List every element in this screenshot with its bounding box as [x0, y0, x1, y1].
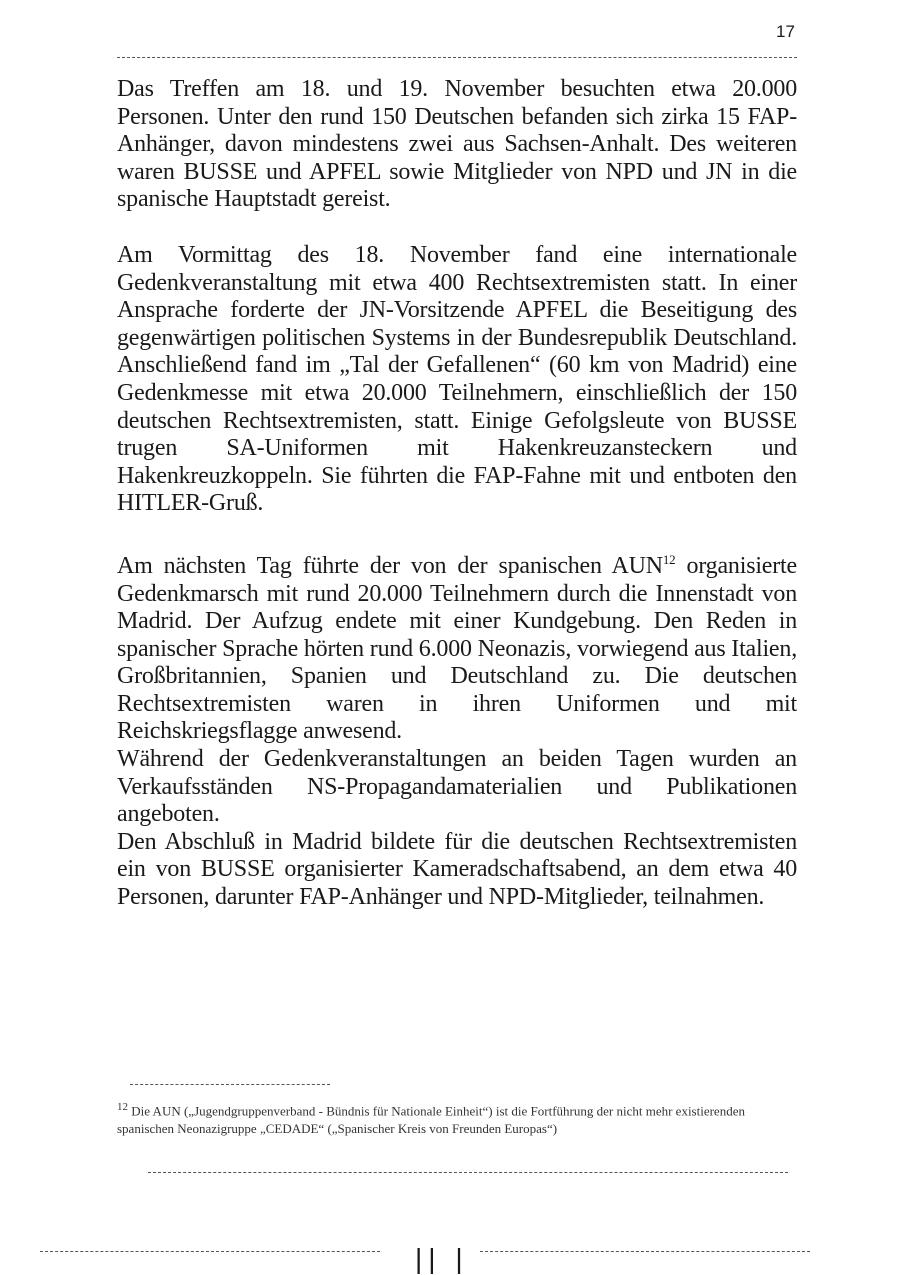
paragraph-3 — [117, 546, 797, 746]
footnote — [117, 1098, 797, 1138]
paragraph-4: Während der Gedenkveranstaltungen an beiden Tagen wurden an Verkaufsständen NS-Propagandamaterialien und Publikationen angeboten. — [117, 746, 797, 828]
footnote-separator — [130, 1084, 330, 1085]
body-text — [117, 76, 797, 912]
footnote-text: Die AUN („Jugendgruppenverband - Bündnis für Nationale Einheit“) ist die Fortführung der nicht mehr existierenden spanischen Neonazigruppe „CEDADE“ („Spanischer Kreis von Freunden Europas“) — [117, 1103, 745, 1137]
paragraph-3-start: Am nächsten Tag führte der von der spanischen AUN — [117, 552, 663, 579]
page-number: 17 — [776, 22, 795, 41]
paragraph-gap — [117, 214, 797, 242]
footer-rule — [148, 1172, 788, 1173]
paragraph-2: Am Vormittag des 18. November fand eine internationale Gedenkveranstaltung mit etwa 400 Rechtsextremisten statt. In einer Ansprache forderte der JN-Vorsitzende APFEL die Beseitigung des gegenwärtigen politischen Systems in der Bundesrepublik Deutschland. Anschließend fand im „Tal der Gefallenen“ (60 km von Madrid) eine Gedenkmesse mit etwa 20.000 Teilnehmern, einschließlich der 150 deutschen Rechtsextremisten, statt. Einige Gefolgsleute von BUSSE trugen SA-Uniformen mit Hakenkreuzansteckern und Hakenkreuzkoppeln. Sie führten die FAP-Fahne mit und entboten den HITLER-Gruß. — [117, 241, 797, 517]
paragraph-5: Den Abschluß in Madrid bildete für die deutschen Rechtsextremisten ein von BUSSE organisierter Kameradschaftsabend, an dem etwa 40 Personen, darunter FAP-Anhänger und NPD-Mitglieder, teilnahmen. — [117, 828, 797, 911]
footnote-marker: 12 — [117, 1101, 128, 1113]
header-rule — [117, 57, 797, 58]
bottom-scan-rule-right — [480, 1251, 810, 1252]
paragraph-gap — [117, 518, 797, 546]
paragraph-3-rest: organisierte Gedenkmarsch mit rund 20.000 Teilnehmern durch die Innenstadt von Madrid. Der Aufzug endete mit einer Kundgebung. Den Reden in spanischer Sprache hörten rund 6.000 Neonazis, vorwiegend aus Italien, Großbritannien, Spanien und Deutschland zu. Die deutschen Rechtsextremisten waren in ihren Uniformen und mit Reichskriegsflagge anwesend. — [117, 552, 797, 745]
bottom-scan-rule — [40, 1251, 380, 1252]
bottom-scan-marks: || | — [415, 1243, 469, 1274]
footnote-reference: 12 — [662, 551, 676, 567]
paragraph-1: Das Treffen am 18. und 19. November besuchten etwa 20.000 Personen. Unter den rund 150 Deutschen befanden sich zirka 15 FAP-Anhänger, davon mindestens zwei aus Sachsen-Anhalt. Des weiteren waren BUSSE und APFEL sowie Mitglieder von NPD und JN in die spanische Hauptstadt gereist. — [117, 76, 797, 213]
